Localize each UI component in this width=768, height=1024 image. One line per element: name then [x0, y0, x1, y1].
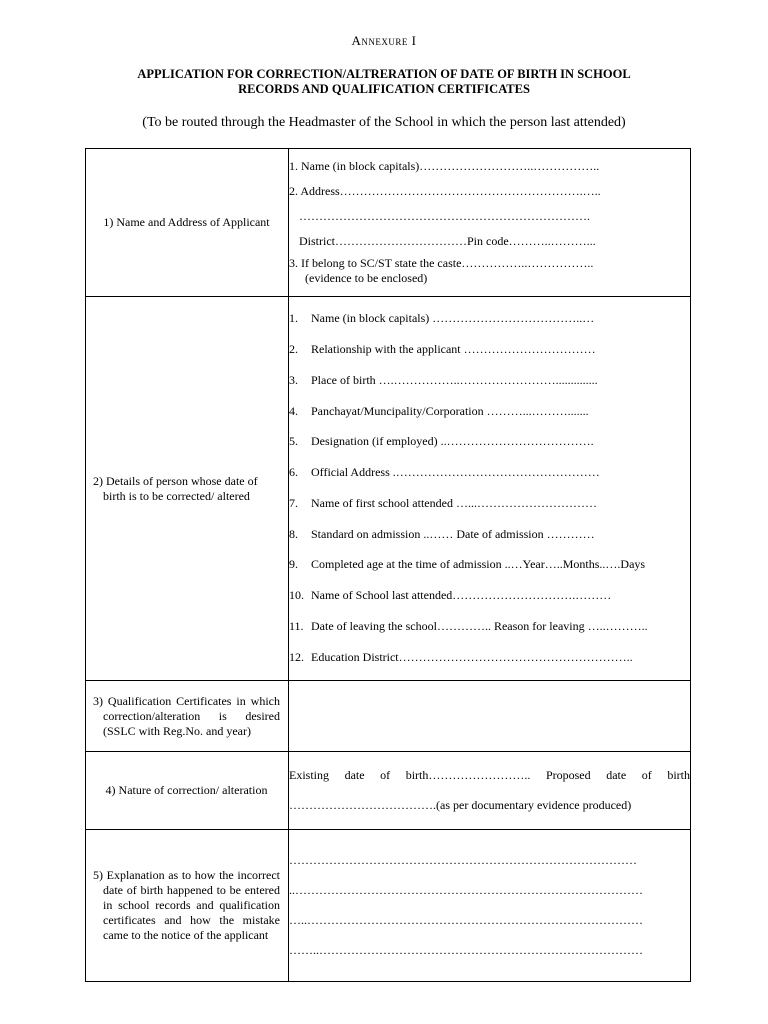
- first-school-field[interactable]: [289, 496, 690, 527]
- designation-field[interactable]: [289, 434, 690, 465]
- caste-field[interactable]: 3. If belong to SC/ST state the caste……………..……………..: [289, 256, 594, 270]
- evidence-note: (evidence to be enclosed): [305, 271, 428, 285]
- annexure-heading: Annexure I: [351, 33, 417, 48]
- education-district-field[interactable]: [289, 650, 690, 666]
- district-pincode-field[interactable]: District……………………………Pin code………..………...: [299, 234, 596, 248]
- place-of-birth-field[interactable]: [289, 373, 690, 404]
- item-text: Name of School last attended………………………….………: [311, 588, 612, 603]
- section-3-row: [86, 681, 691, 752]
- item-text: Date of leaving the school………….. Reason for leaving …..………..: [311, 619, 648, 634]
- item-text: Relationship with the applicant ……………………………: [311, 341, 596, 356]
- item-number: 6.: [289, 465, 298, 480]
- explanation-line-1[interactable]: ……………………………………………………………………………: [289, 852, 637, 867]
- last-school-field[interactable]: [289, 588, 690, 619]
- item-text: Standard on admission ..…… Date of admission …………: [311, 526, 595, 541]
- panchayat-field[interactable]: [289, 404, 690, 435]
- section-5-label-cell: [86, 830, 289, 982]
- item-number: 10.: [289, 588, 304, 603]
- explanation-line-3[interactable]: …..…………………………………………………………………………: [289, 912, 643, 927]
- section-4-label: 4) Nature of correction/ alteration: [105, 783, 268, 797]
- official-address-field[interactable]: [289, 465, 690, 496]
- section-1-fields: [289, 149, 691, 297]
- section-4-fields: [289, 752, 691, 830]
- item-number: 4.: [289, 403, 298, 418]
- applicant-address-line-2[interactable]: ……………………………………………………………….: [299, 209, 590, 223]
- routing-note: (To be routed through the Headmaster of the School in which the person last attended): [142, 115, 626, 130]
- item-text: Name (in block capitals) ………………………………..…: [311, 311, 595, 326]
- leaving-date-field[interactable]: [289, 619, 690, 650]
- section-4-label-cell: [86, 752, 289, 830]
- explanation-line-2[interactable]: ..……………………………………………………………………………: [289, 882, 643, 897]
- section-5-label: 5) Explanation as to how the incorrect date of birth happened to be entered in school records and qualification certificates and how the mistake came to the notice of the applicant: [93, 868, 280, 942]
- section-2-label: 2) Details of person whose date of birth is to be corrected/ altered: [93, 473, 258, 503]
- admission-field[interactable]: [289, 527, 690, 558]
- item-number: 9.: [289, 557, 298, 572]
- item-text: Official Address .……………………………………………: [311, 465, 600, 480]
- item-text: Name of first school attended …...…………………………: [311, 495, 597, 510]
- form-title-line-1: APPLICATION FOR CORRECTION/ALTRERATION OF DATE OF BIRTH IN SCHOOL: [137, 67, 631, 81]
- age-at-admission-field[interactable]: [289, 557, 690, 588]
- section-1-label: 1) Name and Address of Applicant: [103, 215, 270, 229]
- item-number: 12.: [289, 649, 304, 664]
- section-2-fields: [289, 297, 691, 681]
- section-1-label-cell: [86, 149, 289, 297]
- form-title-line-2: RECORDS AND QUALIFICATION CERTIFICATES: [238, 82, 530, 96]
- item-text: Designation (if employed) ..……………………………….: [311, 434, 594, 449]
- application-form-table: [85, 148, 691, 982]
- relationship-field[interactable]: [289, 342, 690, 373]
- section-3-label-cell: [86, 681, 289, 752]
- item-number: 7.: [289, 495, 298, 510]
- documentary-evidence-field[interactable]: ……………………………….(as per documentary evidence produced): [289, 797, 632, 812]
- explanation-field[interactable]: [289, 830, 691, 982]
- item-text: Completed age at the time of admission ..…Year…..Months..….Days: [311, 557, 646, 572]
- qualification-certificates-field[interactable]: [289, 681, 691, 752]
- item-text: Panchayat/Muncipality/Corporation ………...……….......: [311, 403, 589, 418]
- item-number: 11.: [289, 619, 304, 634]
- person-name-field[interactable]: [289, 311, 690, 342]
- applicant-name-field[interactable]: 1. Name (in block capitals)………………………..……………..: [289, 159, 600, 173]
- item-number: 5.: [289, 434, 298, 449]
- section-4-row: [86, 752, 691, 830]
- item-number: 8.: [289, 526, 298, 541]
- item-text: Place of birth ….……………..……………………..............: [311, 372, 598, 387]
- item-number: 1.: [289, 311, 298, 326]
- date-of-birth-correction-field[interactable]: Existing date of birth…………………….. Proposed date of birth: [289, 767, 690, 782]
- item-text: Education District…………………………………………………..: [311, 649, 633, 664]
- section-3-label: 3) Qualification Certificates in which correction/alteration is desired (SSLC with Reg.No. and year): [93, 693, 280, 738]
- section-2-label-cell: [86, 297, 289, 681]
- form-title: [80, 67, 688, 97]
- item-number: 3.: [289, 372, 298, 387]
- section-2-row: [86, 297, 691, 681]
- section-1-row: [86, 149, 691, 297]
- explanation-line-4[interactable]: ……..………………………………………………………………………: [289, 942, 643, 957]
- applicant-address-field[interactable]: 2. Address…………………………………………………….…..: [289, 184, 601, 198]
- section-5-row: [86, 830, 691, 982]
- item-number: 2.: [289, 341, 298, 356]
